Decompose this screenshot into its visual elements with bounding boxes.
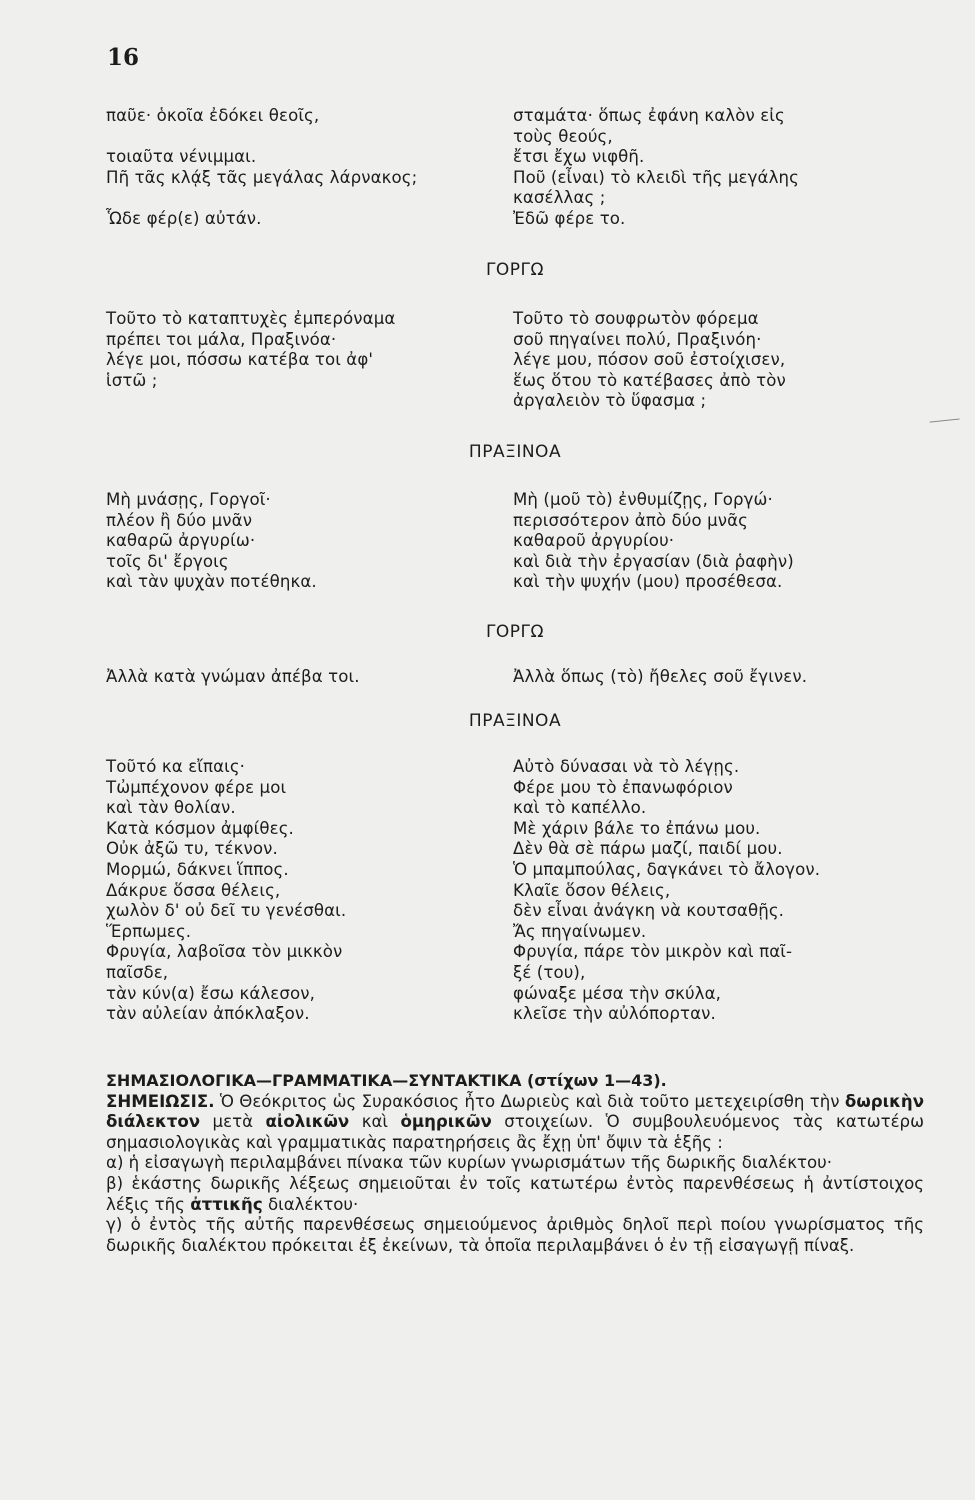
emphasis-text: αἰολικῶν <box>265 1112 350 1132</box>
translation-line: φώναξε μέσα τὴν σκύλα, <box>513 983 721 1003</box>
verse-line <box>106 127 506 148</box>
translation-line: τοὺς θεούς, <box>513 126 613 146</box>
verse-line: Τοῦτό κα εἴπαις· <box>106 757 246 776</box>
ancient-text-column <box>106 490 506 593</box>
translation-line: ἀργαλειὸν τὸ ὕφασμα ; <box>513 391 707 411</box>
translation-line: καὶ τὴν ψυχήν (μου) προσέθεσα. <box>513 572 783 592</box>
verse-line: τὰν κύν(α) ἔσω κάλεσον, <box>106 983 315 1003</box>
translation-line: ἕως ὅτου τὸ κατέβασες ἀπὸ τὸν <box>513 370 786 390</box>
translation-line: ἔτσι ἔχω νιφθῆ. <box>513 147 645 167</box>
translation-line: Μὲ χάριν βάλε το ἐπάνω μου. <box>513 818 761 838</box>
notes-label: ΣΗΜΕΙΩΣΙΣ. <box>106 1091 215 1111</box>
speaker-heading-praxinoa: ΠΡΑΞΙΝΟΑ <box>468 442 562 462</box>
translation-line: δὲν εἶναι ἀνάγκη νὰ κουτσαθῇς. <box>513 901 785 921</box>
page-number: 16 <box>107 44 140 71</box>
verse-line: παῦε· ὁκοῖα ἐδόκει θεοῖς, <box>106 106 320 125</box>
verse-line: Ὧδε φέρ(ε) αὐτάν. <box>106 208 262 228</box>
ancient-text-column <box>106 757 506 1025</box>
ancient-text-column <box>106 309 506 412</box>
verse-line: τοῖς δι' ἔργοις <box>106 551 229 571</box>
translation-line: Τοῦτο τὸ σουφρωτὸν φόρεμα <box>513 309 759 328</box>
verse-line: Φρυγία, λαβοῖσα τὸν μικκὸν <box>106 942 343 962</box>
verse-line: καὶ τὰν θολίαν. <box>106 798 236 818</box>
notes-text: διαλέκτου· <box>262 1194 359 1214</box>
translation-line: καὶ διὰ τὴν ἐργασίαν (διὰ ῥαφὴν) <box>513 551 794 571</box>
translation-line: κασέλλας ; <box>513 188 606 208</box>
translation-line: Ὁ μπαμπούλας, δαγκάνει τὸ ἄλογον. <box>513 859 821 879</box>
verse-block-1 <box>106 106 921 230</box>
notes-section <box>106 1071 924 1256</box>
verse-line: παῖσδε, <box>106 962 169 982</box>
verse-line: χωλὸν δ' οὐ δεῖ τυ γενέσθαι. <box>106 901 347 921</box>
verse-line: καὶ τὰν ψυχὰν ποτέθηκα. <box>106 572 317 592</box>
verse-line: Δάκρυε ὅσσα θέλεις, <box>106 880 281 900</box>
translation-line: Φέρε μου τὸ ἐπανωφόριον <box>513 777 733 797</box>
verse-line: Μορμώ, δάκνει ἵππος. <box>106 859 289 879</box>
translation-line: καθαροῦ ἀργυρίου· <box>513 531 675 551</box>
speaker-heading-gorgo: ΓΟΡΓΩ <box>485 260 545 280</box>
translation-line: κλεῖσε τὴν αὐλόπορταν. <box>513 1004 716 1024</box>
translation-line: Ἀλλὰ ὅπως (τὸ) ἤθελες σοῦ ἔγινεν. <box>513 667 808 686</box>
notes-item-c: γ) ὁ ἐντὸς τῆς αὐτῆς παρενθέσεως σημειούμενος ἀριθμὸς δηλοῖ περὶ ποίου γνωρίσματος τῆς δωρικῆς διαλέκτου πρόκειται ἐξ ἐκείνων, τὰ ὁποῖα περιλαμβάνει ὁ ἐν τῇ εἰσαγωγῇ πίναξ. <box>106 1215 924 1255</box>
modern-translation-column <box>513 757 921 1025</box>
ancient-text-column <box>106 667 506 688</box>
translation-line: περισσότερον ἀπὸ δύο μνᾶς <box>513 510 749 530</box>
speaker-heading-gorgo: ΓΟΡΓΩ <box>485 622 545 642</box>
modern-translation-column <box>513 490 921 593</box>
verse-block-5 <box>106 757 921 1025</box>
translation-line: ξέ (του), <box>513 962 586 982</box>
notes-paragraph <box>106 1092 924 1154</box>
translation-line: Ἐδῶ φέρε το. <box>513 208 626 228</box>
notes-heading: ΣΗΜΑΣΙΟΛΟΓΙΚΑ—ΓΡΑΜΜΑΤΙΚΑ—ΣΥΝΤΑΚΤΙΚΑ (στίχων 1—43). <box>106 1071 667 1090</box>
verse-line: Τοῦτο τὸ καταπτυχὲς ἐμπερόναμα <box>106 309 396 328</box>
verse-block-4 <box>106 667 921 688</box>
emphasis-text: ὁμηρικῶν <box>400 1112 492 1132</box>
notes-item-b <box>106 1174 924 1215</box>
translation-line: Μὴ (μοῦ τὸ) ἐνθυμίζῃς, Γοργώ· <box>513 490 773 509</box>
notes-text: στοιχείων. Ὁ συμβουλευόμενος τὰς κατωτέρω σημασιολογικὰς καὶ γραμματικὰς παρατηρήσεις ἂς ἔχῃ ὑπ' ὄψιν τὰ ἑξῆς : <box>106 1112 924 1152</box>
verse-line: λέγε μοι, πόσσω κατέβα τοι ἀφ' <box>106 350 374 370</box>
translation-line: Αὐτὸ δύνασαι νὰ τὸ λέγῃς. <box>513 757 740 776</box>
translation-line: Δὲν θὰ σὲ πάρω μαζί, παιδί μου. <box>513 839 783 859</box>
translation-line: σοῦ πηγαίνει πολύ, Πραξινόη· <box>513 329 762 349</box>
verse-line: τοιαῦτα νένιμμαι. <box>106 147 257 167</box>
speaker-heading-praxinoa: ΠΡΑΞΙΝΟΑ <box>468 711 562 731</box>
verse-line: Τὠμπέχονον φέρε μοι <box>106 777 287 797</box>
margin-mark <box>930 418 961 430</box>
translation-line: Κλαῖε ὅσον θέλεις, <box>513 880 671 900</box>
verse-line: Οὐκ ἀξῶ τυ, τέκνον. <box>106 839 278 859</box>
verse-line: πλέον ἢ δύο μνᾶν <box>106 510 253 530</box>
modern-translation-column <box>513 667 921 688</box>
translation-line: Ποῦ (εἶναι) τὸ κλειδὶ τῆς μεγάλης <box>513 167 799 187</box>
verse-line: Πῆ τᾶς κλᾴξ τᾶς μεγάλας λάρνακος; <box>106 167 418 187</box>
emphasis-text: δωρικὴν διάλεκτον <box>106 1091 924 1132</box>
verse-line <box>106 188 506 209</box>
modern-translation-column <box>513 309 921 412</box>
ancient-text-column <box>106 106 506 230</box>
verse-line: Ἀλλὰ κατὰ γνώμαν ἀπέβα τοι. <box>106 667 360 686</box>
translation-line: καὶ τὸ καπέλλο. <box>513 798 647 818</box>
verse-line: ἱστῶ ; <box>106 370 158 390</box>
verse-line: τὰν αὐλείαν ἀπόκλαξον. <box>106 1004 310 1024</box>
emphasis-text: ἀττικῆς <box>190 1194 263 1214</box>
modern-translation-column <box>513 106 921 230</box>
translation-line: Φρυγία, πάρε τὸν μικρὸν καὶ παῖ- <box>513 942 793 962</box>
notes-text: β) ἑκάστης δωρικῆς λέξεως σημειοῦται ἐν τοῖς κατωτέρω ἐντὸς παρενθέσεως ἡ ἀντίστοιχος λέξις τῆς <box>106 1173 924 1214</box>
notes-item-a: α) ἡ εἰσαγωγὴ περιλαμβάνει πίνακα τῶν κυρίων γνωρισμάτων τῆς δωρικῆς διαλέκτου· <box>106 1153 833 1173</box>
translation-line: σταμάτα· ὅπως ἐφάνη καλὸν εἰς <box>513 106 785 125</box>
verse-line: Ἕρπωμες. <box>106 921 192 941</box>
verse-line: καθαρῶ ἀργυρίω· <box>106 531 256 551</box>
notes-text: καὶ <box>349 1112 401 1132</box>
verse-block-2 <box>106 309 921 412</box>
notes-text: Ὁ Θεόκριτος ὡς Συρακόσιος ἦτο Δωριεὺς καὶ διὰ τοῦτο μετεχειρίσθη τὴν <box>214 1091 845 1111</box>
translation-line: Ἄς πηγαίνωμεν. <box>513 921 647 941</box>
verse-line: Μὴ μνάσῃς, Γοργοῖ· <box>106 490 271 509</box>
translation-line: λέγε μου, πόσον σοῦ ἐστοίχισεν, <box>513 350 786 370</box>
verse-block-3 <box>106 490 921 593</box>
verse-line: Κατὰ κόσμον ἀμφίθες. <box>106 818 294 838</box>
notes-text: μετὰ <box>200 1112 266 1132</box>
verse-line: πρέπει τοι μάλα, Πραξινόα· <box>106 329 337 349</box>
